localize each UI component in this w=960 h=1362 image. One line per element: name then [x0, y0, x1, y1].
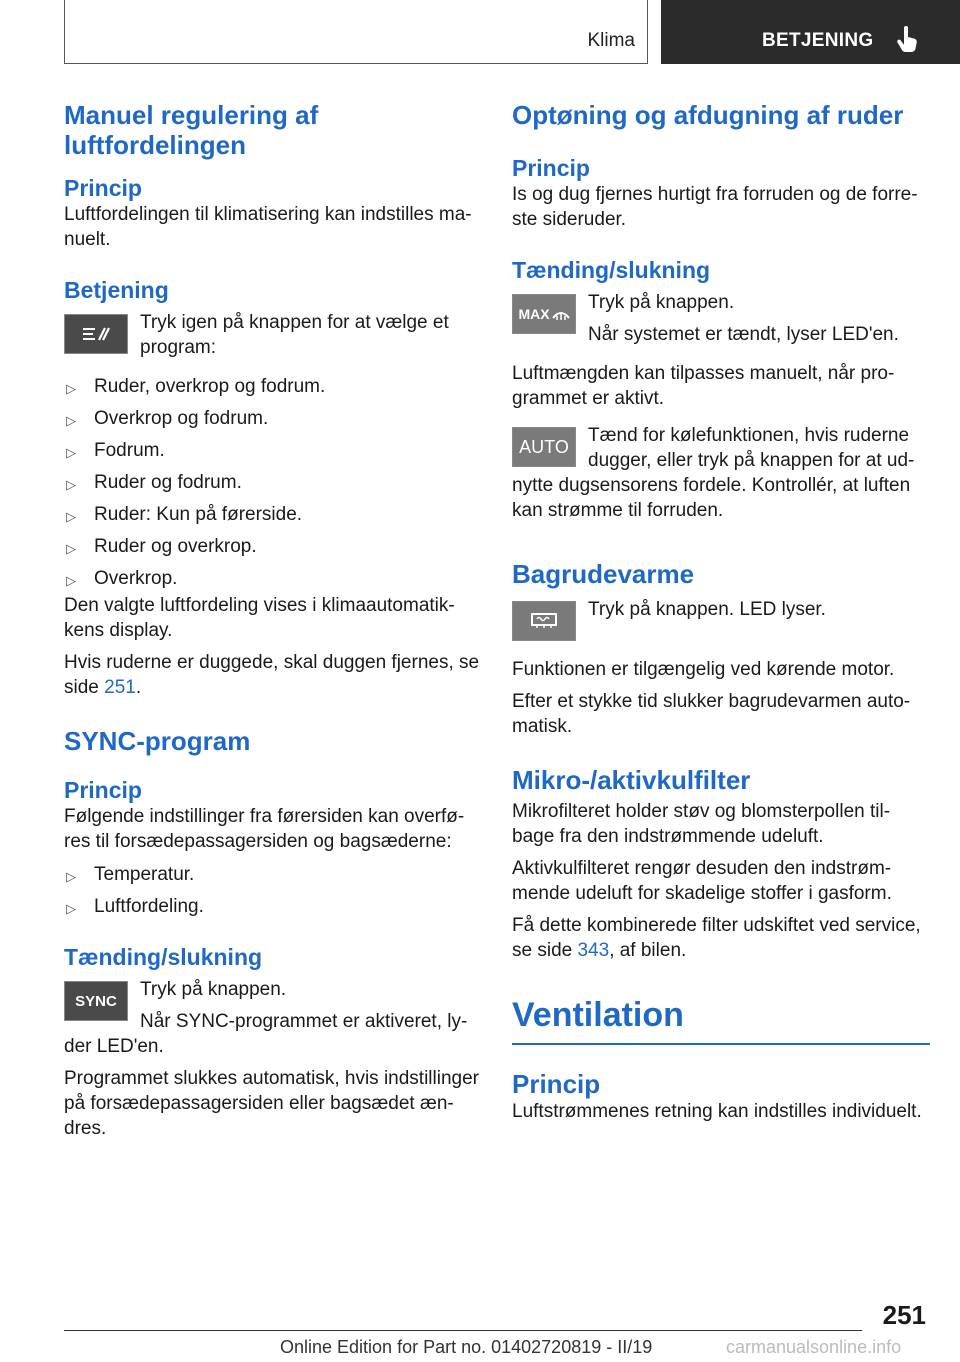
list-item: ▷ Ruder, overkrop og fodrum.: [64, 374, 482, 399]
triangle-bullet-icon: ▷: [66, 901, 76, 916]
manual-display-text: Den valgte luftfordeling vises i klimaautomatik-kens display.: [64, 595, 455, 641]
sync-princip-heading: Princip: [64, 777, 142, 803]
triangle-bullet-icon: ▷: [66, 445, 76, 460]
sync-taend-text-1: Tryk på knappen.: [140, 979, 287, 1000]
optoning-princip-heading: Princip: [512, 155, 590, 181]
page-number: 251: [882, 1300, 926, 1330]
triangle-bullet-icon: ▷: [66, 477, 76, 492]
max-defrost-button-icon: MAX: [512, 294, 576, 334]
manual-betjening-heading: Betjening: [64, 277, 169, 303]
sync-taend-text-3: Programmet slukkes automatisk, hvis indstillinger på forsædepassagersiden eller bagsædet æn-dres.: [64, 1068, 479, 1139]
list-item: ▷ Ruder og overkrop.: [64, 534, 482, 559]
triangle-bullet-icon: ▷: [66, 381, 76, 396]
optoning-taend-text-1: Tryk på knappen.: [588, 292, 735, 313]
optoning-taend-text-2: Når systemet er tændt, lyser LED'en.: [588, 324, 899, 345]
optoning-princip-text: Is og dug fjernes hurtigt fra forruden og de forre-ste sideruder.: [512, 184, 918, 230]
header-section-title: Klima: [587, 30, 635, 51]
optoning-airflow-text: Luftmængden kan tilpasses manuelt, når pro-grammet er aktivt.: [512, 363, 895, 409]
bagrude-text-3: Efter et stykke tid slukker bagrudevarmen auto-matisk.: [512, 691, 911, 737]
bagrude-text-2: Funktionen er tilgængelig ved kørende motor.: [512, 659, 895, 680]
triangle-bullet-icon: ▷: [66, 509, 76, 524]
optoning-section-title: Optøning og afdugning af ruder: [512, 100, 904, 130]
manual-princip-heading: Princip: [64, 175, 142, 201]
list-item: ▷ Temperatur.: [64, 862, 482, 887]
page-link-251[interactable]: 251: [104, 677, 136, 698]
right-column: [512, 100, 930, 1124]
header-chapter-title: BETJENING: [762, 30, 874, 51]
sync-taend-text-2: Når SYNC-programmet er aktiveret, ly-der LED'en.: [64, 1011, 468, 1057]
list-item: ▷ Ruder: Kun på førerside.: [64, 502, 482, 527]
list-item: ▷ Fodrum.: [64, 438, 482, 463]
ventilation-princip-text: Luftstrømmenes retning kan indstilles individuelt.: [512, 1101, 922, 1122]
sync-taend-heading: Tænding/slukning: [64, 944, 263, 970]
manual-section-title: Manuel regulering af luftfordelingen: [64, 100, 319, 160]
header-section-box: [64, 0, 648, 64]
air-distribution-button-icon: [64, 314, 128, 354]
header-chapter-box: [661, 0, 960, 64]
pointing-hand-icon: [895, 26, 919, 54]
triangle-bullet-icon: ▷: [66, 869, 76, 884]
auto-button-icon: AUTO: [512, 427, 576, 467]
ventilation-section-title: Ventilation: [512, 996, 684, 1034]
bagrude-section-title: Bagrudevarme: [512, 559, 695, 589]
triangle-bullet-icon: ▷: [66, 413, 76, 428]
sync-section-title: SYNC-program: [64, 726, 251, 756]
manual-dug-text: Hvis ruderne er duggede, skal duggen fjernes, se side 251.: [64, 652, 480, 698]
manual-princip-text: Luftfordelingen til klimatisering kan indstilles ma-nuelt.: [64, 204, 472, 250]
bagrude-text-1: Tryk på knappen. LED lyser.: [588, 599, 826, 620]
list-item: ▷ Overkrop og fodrum.: [64, 406, 482, 431]
ventilation-divider: [512, 1043, 930, 1045]
sync-princip-text: Følgende indstillinger fra førersiden kan overfø-res til forsædepassagersiden og bagsæderne:: [64, 806, 465, 852]
mikro-section-title: Mikro-/aktivkulfilter: [512, 765, 751, 795]
list-item: ▷ Ruder og fodrum.: [64, 470, 482, 495]
watermark: carmanualsonline.info: [726, 1337, 902, 1357]
sync-list: [64, 862, 482, 919]
list-item: ▷ Overkrop.: [64, 566, 482, 591]
list-item: ▷ Luftfordeling.: [64, 894, 482, 919]
sync-button-icon: SYNC: [64, 981, 128, 1021]
mikro-text-2: Aktivkulfilteret rengør desuden den indstrøm-mende udeluft for skadelige stoffer i gasform.: [512, 858, 892, 904]
ventilation-princip-heading: Princip: [512, 1069, 601, 1099]
triangle-bullet-icon: ▷: [66, 573, 76, 588]
optoning-cooling-text: Tænd for kølefunktionen, hvis ruderne dugger, eller tryk på knappen for at ud-nytte dugsensorens fordele. Kontrollér, at luften kan strømme til forruden.: [512, 425, 915, 521]
triangle-bullet-icon: ▷: [66, 541, 76, 556]
mikro-text-1: Mikrofilteret holder støv og blomsterpollen til-bage fra den indstrømmende udeluft.: [512, 801, 891, 847]
left-column: [64, 100, 482, 1141]
manual-betjening-text: Tryk igen på knappen for at vælge et program:: [140, 312, 449, 358]
footer-edition: Online Edition for Part no. 01402720819 - II/19: [280, 1337, 653, 1357]
manual-program-list: [64, 374, 482, 591]
mikro-text-3: Få dette kombinerede filter udskiftet ved service, se side 343, af bilen.: [512, 915, 921, 961]
footer-divider: [64, 1330, 862, 1331]
rear-window-heater-icon: [512, 601, 576, 641]
optoning-taend-heading: Tænding/slukning: [512, 257, 711, 283]
page-link-343[interactable]: 343: [577, 940, 610, 961]
